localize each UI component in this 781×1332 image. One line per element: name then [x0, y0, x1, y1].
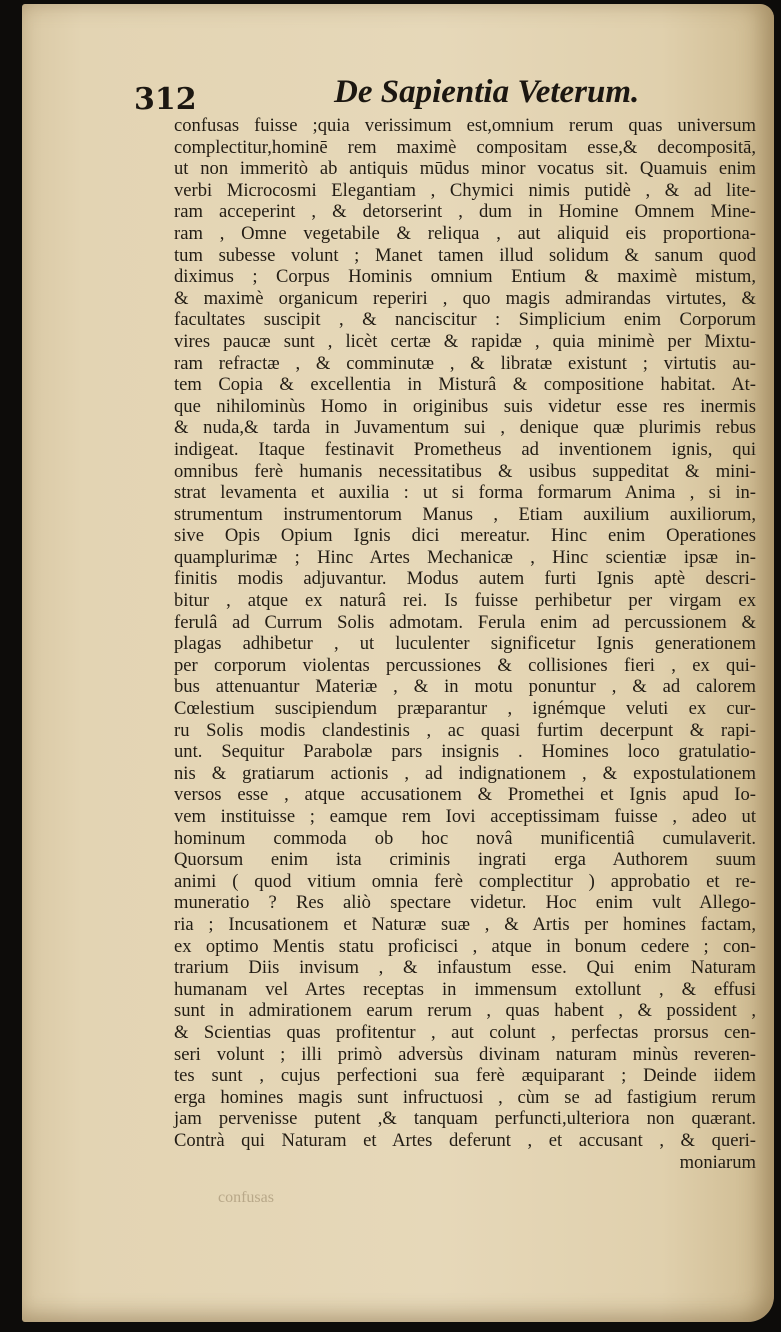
text-line: bus attenuantur Materiæ , & in motu ponuntur , & ad calorem: [174, 676, 756, 698]
text-line: ut non immeritò ab antiquis mūdus minor vocatus sit. Quamuis enim: [174, 158, 756, 180]
page-number: 312: [134, 82, 197, 117]
text-line: omnibus ferè humanis necessitatibus & usibus suppeditat & mini-: [174, 460, 756, 482]
text-line: erga homines magis sunt infructuosi , cùm se ad fastigium rerum: [174, 1086, 756, 1108]
text-line: & Scientias quas profitentur , aut colunt , perfectas prorsus cen-: [174, 1021, 756, 1043]
text-line: ru Solis modis clandestinis , ac quasi furtim decerpunt & rapi-: [174, 719, 756, 741]
running-head: De Sapientia Veterum.: [334, 74, 640, 110]
text-line: bitur , atque ex naturâ rei. Is fuisse perhibetur per virgam ex: [174, 590, 756, 612]
text-line: verbi Microcosmi Elegantiam , Chymici nimis putidè , & ad lite-: [174, 179, 756, 201]
text-line: Cœlestium suscipiendum præparantur , ignémque veluti ex cur-: [174, 698, 756, 720]
text-line: per corporum violentas percussiones & collisiones fieri , ex qui-: [174, 654, 756, 676]
text-line: diximus ; Corpus Hominis omnium Entium & maximè mistum,: [174, 266, 756, 288]
text-line: moniarum: [679, 1151, 756, 1173]
text-line: jam pervenisse putent ,& tanquam perfuncti,ulteriora non quærant.: [174, 1108, 756, 1130]
text-line: sive Opis Opium Ignis dici mereatur. Hinc enim Operationes: [174, 525, 756, 547]
text-line: facultates suscipit , & nanciscitur : Simplicium enim Corporum: [174, 309, 756, 331]
body-text: [174, 115, 756, 1173]
text-line: finitis modis adjuvantur. Modus autem furti Ignis aptè descri-: [174, 568, 756, 590]
text-line: seri volunt ; illi primò adversùs divinam naturam minùs reveren-: [174, 1043, 756, 1065]
text-line: sunt in admirationem earum rerum , quas habent , & possident ,: [174, 1000, 756, 1022]
text-line: tum subesse volunt ; Manet tamen illud solidum & sanum quod: [174, 244, 756, 266]
text-line: ram , Omne vegetabile & reliqua , aut aliquid eis proportiona-: [174, 222, 756, 244]
text-line: trarium Diis invisum , & infaustum esse. Qui enim Naturam: [174, 957, 756, 979]
text-line: indigeat. Itaque festinavit Prometheus ad inventionem ignis, qui: [174, 438, 756, 460]
text-line: tes sunt , cujus perfectioni sua ferè æquiparant ; Deinde iidem: [174, 1065, 756, 1087]
text-line: vem instituisse ; eamque rem Iovi acceptissimam fuisse , adeo ut: [174, 806, 756, 827]
text-line: vires paucæ sunt , licèt certæ & rapidæ , quia minimè per Mixtu-: [174, 330, 756, 352]
text-line: quamplurimæ ; Hinc Artes Mechanicæ , Hinc scientiæ ipsæ in-: [174, 546, 756, 568]
text-line: Quorsum enim ista criminis ingrati erga Authorem suum: [174, 849, 756, 871]
text-line: ferulâ ad Currum Solis admotam. Ferula enim ad percussionem &: [174, 611, 756, 633]
text-line: versos esse , atque accusationem & Promethei et Ignis apud Io-: [174, 784, 756, 806]
text-line: hominum commoda ob hoc novâ munificentiâ cumulaverit.: [174, 827, 756, 849]
text-line: complectitur,hominē rem maximè compositam esse,& decompositā,: [174, 136, 756, 158]
text-line: ram acceperint , & detorserint , dum in Homine Omnem Mine-: [174, 201, 756, 223]
text-line: Contrà qui Naturam et Artes deferunt , et accusant , & queri-: [174, 1129, 756, 1151]
text-line: nis & gratiarum actionis , ad indignationem , & expostulationem: [174, 762, 756, 784]
text-line: animi ( quod vitium omnia ferè complectitur ) approbatio et re-: [174, 870, 756, 892]
text-line: strat levamenta et auxilia : ut si forma formarum Anima , si in-: [174, 482, 756, 504]
text-line: & nuda,& tarda in Juvamentum sui , denique quæ plurimis rebus: [174, 417, 756, 439]
text-line: plagas adhibetur , ut luculenter significetur Ignis generationem: [174, 633, 756, 655]
text-line: unt. Sequitur Parabolæ pars insignis . Homines loco gratulatio-: [174, 741, 756, 763]
text-line: que nihilominùs Homo in originibus suis videtur esse res inermis: [174, 395, 756, 417]
text-line: & maximè organicum reperiri , quo magis admirandas virtutes, &: [174, 287, 756, 309]
page-header: [134, 74, 654, 118]
text-line: strumentum instrumentorum Manus , Etiam auxilium auxiliorum,: [174, 503, 756, 525]
text-line: humanam vel Artes receptas in immensum extollunt , & effusi: [174, 978, 756, 1000]
text-line: muneratio ? Res aliò spectare videtur. Hoc enim vult Allego-: [174, 892, 756, 914]
text-line: tem Copia & excellentia in Misturâ & compositione habitat. At-: [174, 374, 756, 396]
catchword-offset: confusas: [218, 1189, 274, 1206]
text-line: ria ; Incusationem et Naturæ suæ , & Artis per homines factam,: [174, 913, 756, 935]
text-line: ex optimo Mentis statu proficisci , atque in bonum cedere ; con-: [174, 935, 756, 957]
text-line: ram refractæ , & comminutæ , & libratæ existunt ; virtutis au-: [174, 352, 756, 374]
text-line: confusas fuisse ;quia verissimum est,omnium rerum quas universum: [174, 115, 756, 136]
